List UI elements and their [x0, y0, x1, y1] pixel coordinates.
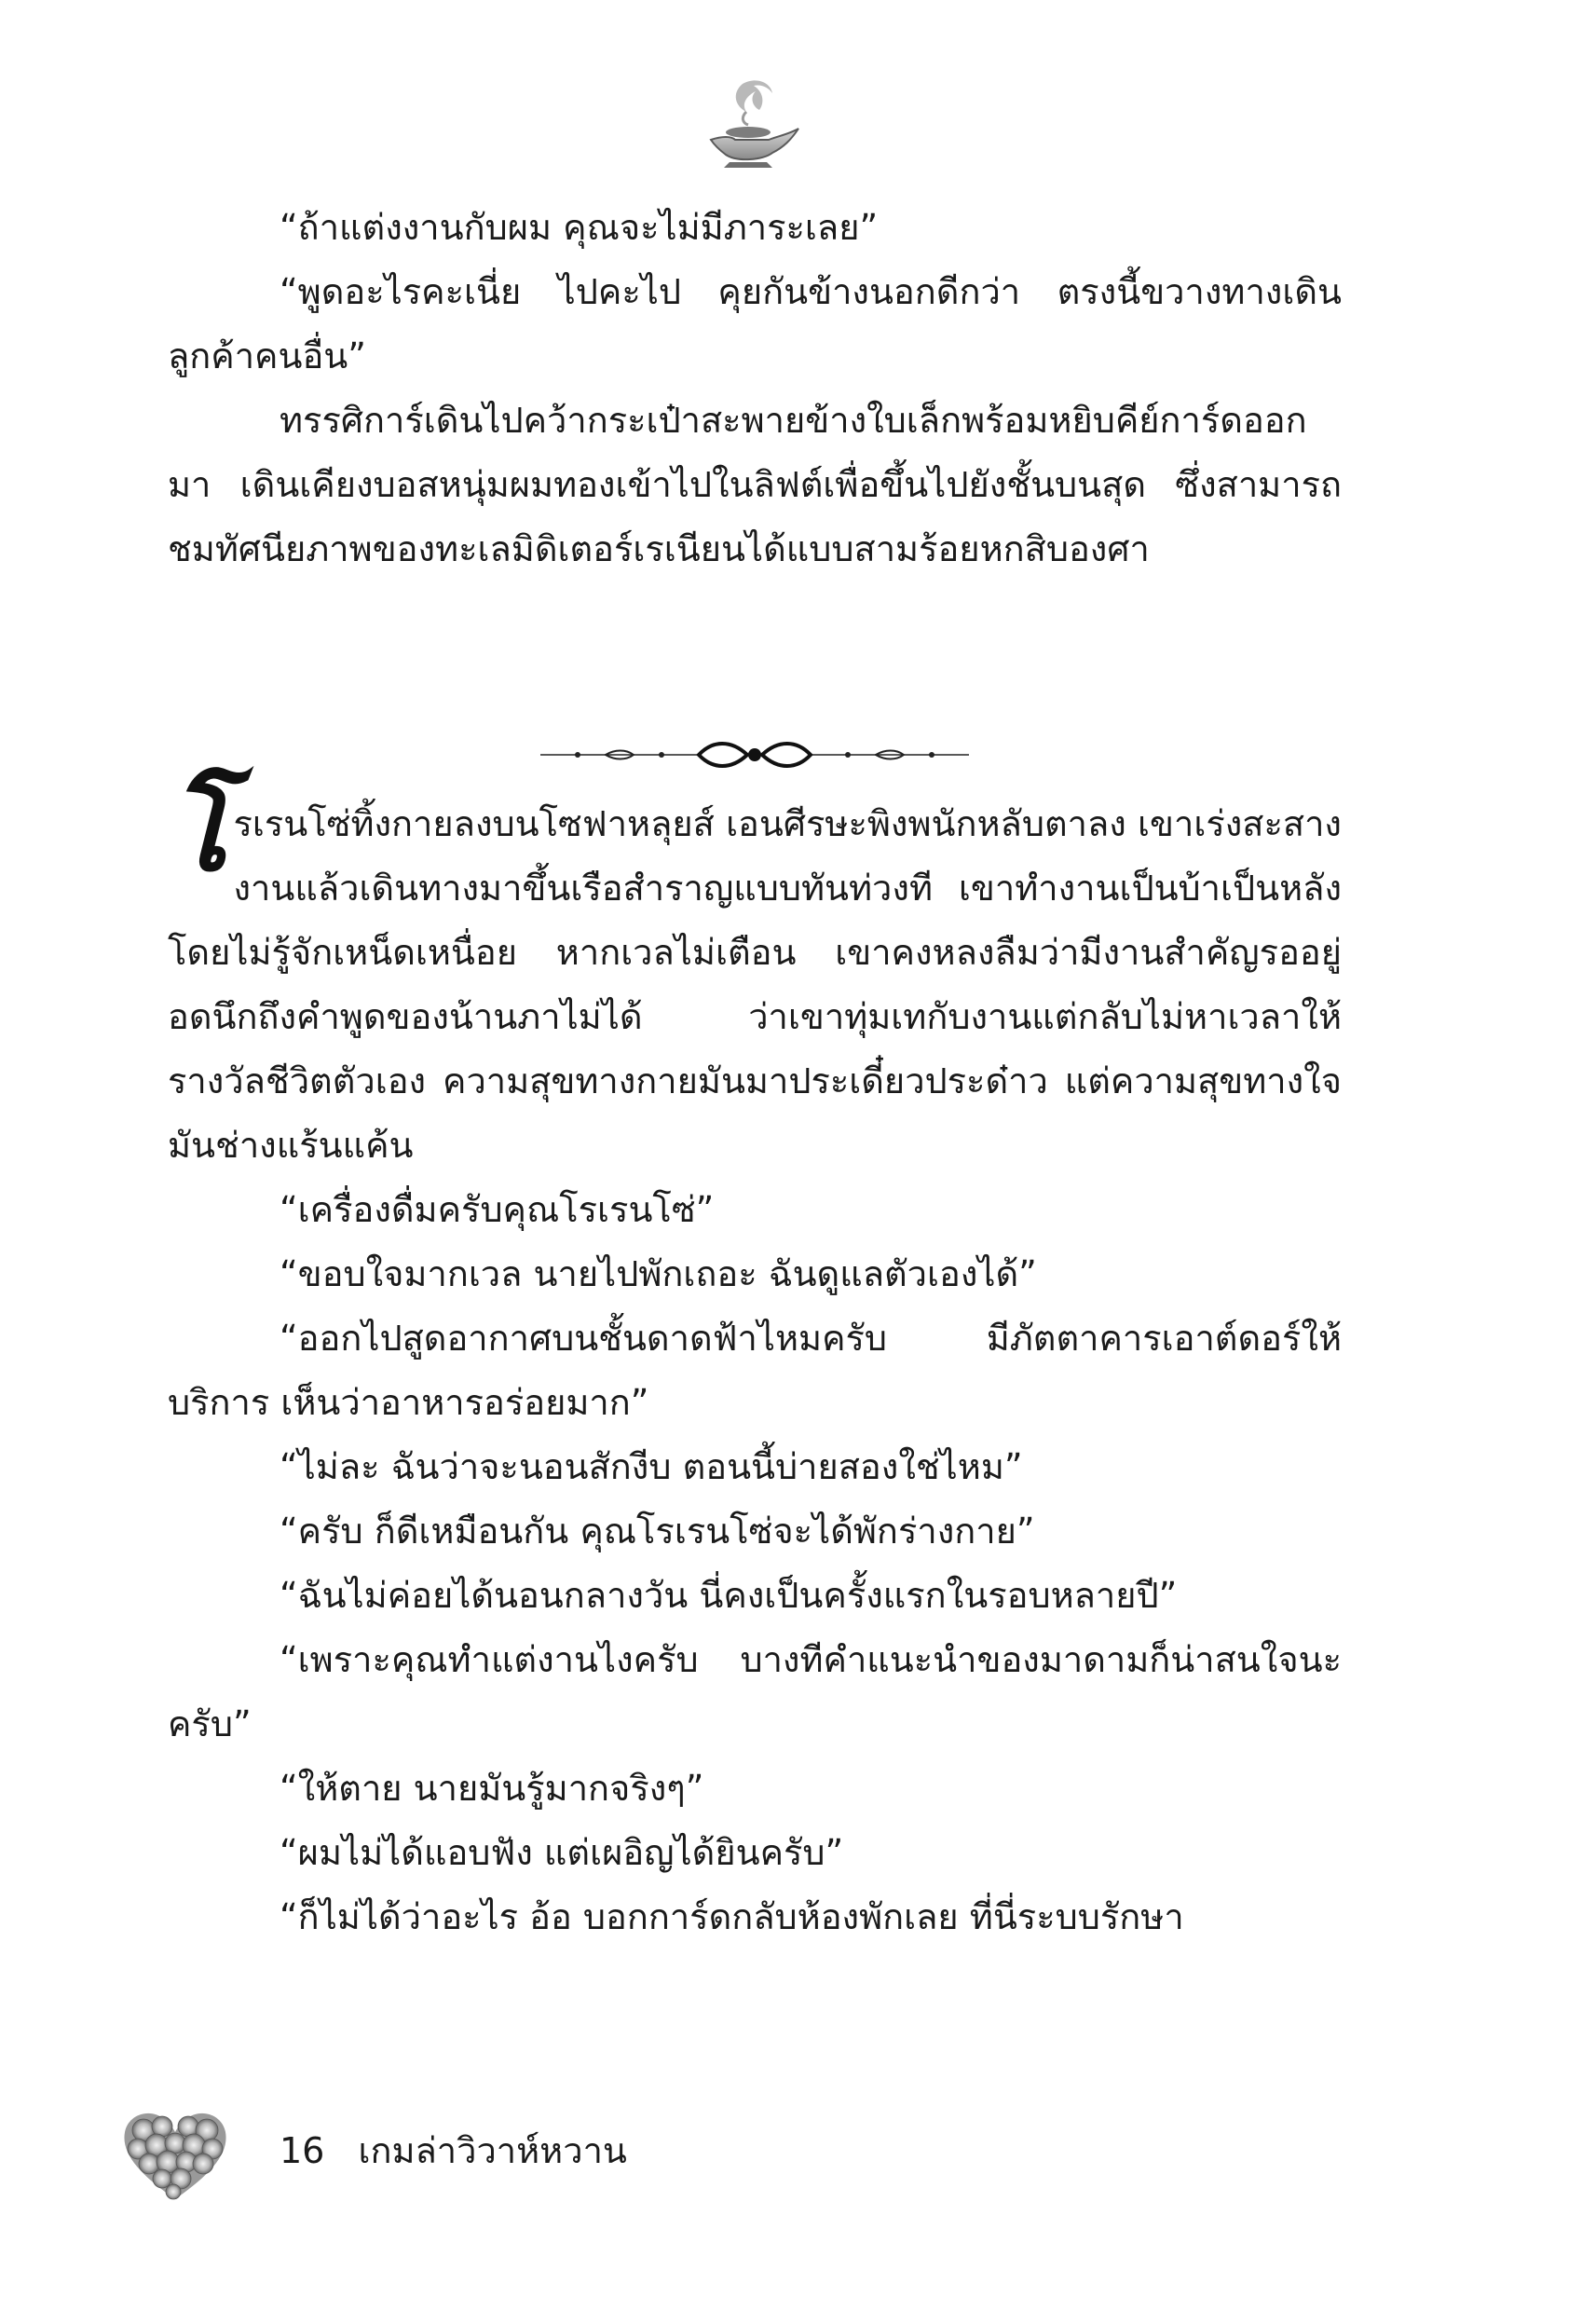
dialogue-line: “ครับ ก็ดีเหมือนกัน คุณโรเรนโซ่จะได้พักร่างกาย” [280, 1511, 1035, 1552]
drop-cap: โ [168, 765, 228, 896]
page-footer [280, 2127, 627, 2174]
dialogue-line: “เพราะคุณทำแต่งานไงครับ บางทีคำแนะนำของมาดามก็น่าสนใจนะครับ” [168, 1639, 1342, 1744]
dialogue-line: “ไม่ละ ฉันว่าจะนอนสักงีบ ตอนนี้บ่ายสองใช่ไหม” [280, 1446, 1023, 1487]
dialogue-line: “เครื่องดื่มครับคุณโรเรนโซ่” [280, 1189, 715, 1230]
genie-lamp-icon [694, 75, 806, 177]
dialogue-line: “ออกไปสูดอากาศบนชั้นดาดฟ้าไหมครับ มีภัตตาคารเอาต์ดอร์ให้บริการ เห็นว่าอาหารอร่อยมาก” [168, 1318, 1342, 1423]
dialogue-line: “ผมไม่ได้แอบฟัง แต่เผอิญได้ยินครับ” [280, 1832, 844, 1873]
page-number: 16 [280, 2130, 325, 2171]
first-paragraph-text: รเรนโซ่ทิ้งกายลงบนโซฟาหลุยส์ เอนศีรษะพิงพนักหลับตาลง เขาเร่งสะสางงานแล้วเดินทางมาขึ้นเรือสำราญแบบทันท่วงที เขาทำงานเป็นบ้าเป็นหลังโดยไม่รู้จักเหน็ดเหนื่อย หากเวลไม่เตือน เขาคงหลงลืมว่ามีงานสำคัญรออยู่ อดนึกถึงคำพูดของน้านภาไม่ได้ ว่าเขาทุ่มเทกับงานแต่กลับไม่หาเวลาให้รางวัลชีวิตตัวเอง ความสุขทางกายมันมาประเดี๋ยวประด๋าว แต่ความสุขทางใจมันช่างแร้นแค้น [168, 803, 1342, 1166]
book-title: เกมล่าวิวาห์หวาน [358, 2130, 627, 2171]
dialogue-line: “ฉันไม่ค่อยได้นอนกลางวัน นี่คงเป็นครั้งแรกในรอบหลายปี” [280, 1575, 1178, 1616]
paragraph: ทรรศิการ์เดินไปคว้ากระเป๋าสะพายข้างใบเล็กพร้อมหยิบคีย์การ์ดออกมา เดินเคียงบอสหนุ่มผมทองเข้าไปในลิฟต์เพื่อขึ้นไปยังชั้นบนสุด ซึ่งสามารถชมทัศนียภาพของทะเลมิดิเตอร์เรเนียนได้แบบสามร้อยหกสิบองศา [168, 400, 1342, 569]
dialogue-line: “ให้ตาย นายมันรู้มากจริงๆ” [280, 1768, 704, 1809]
first-paragraph [168, 765, 1342, 1178]
dialogue-line: “ขอบใจมากเวล นายไปพักเถอะ ฉันดูแลตัวเองได้” [280, 1253, 1037, 1294]
section-1 [168, 196, 1342, 581]
section-2 [168, 765, 1342, 1949]
flower-heart-icon [119, 2106, 231, 2204]
ornamental-divider [540, 736, 969, 773]
paragraph: “ถ้าแต่งงานกับผม คุณจะไม่มีภาระเลย” [280, 207, 879, 248]
dialogue-line: “ก็ไม่ได้ว่าอะไร อ้อ บอกการ์ดกลับห้องพักเลย ที่นี่ระบบรักษา [280, 1896, 1184, 1937]
paragraph: “พูดอะไรคะเนี่ย ไปคะไป คุยกันข้างนอกดีกว่า ตรงนี้ขวางทางเดินลูกค้าคนอื่น” [168, 271, 1342, 376]
